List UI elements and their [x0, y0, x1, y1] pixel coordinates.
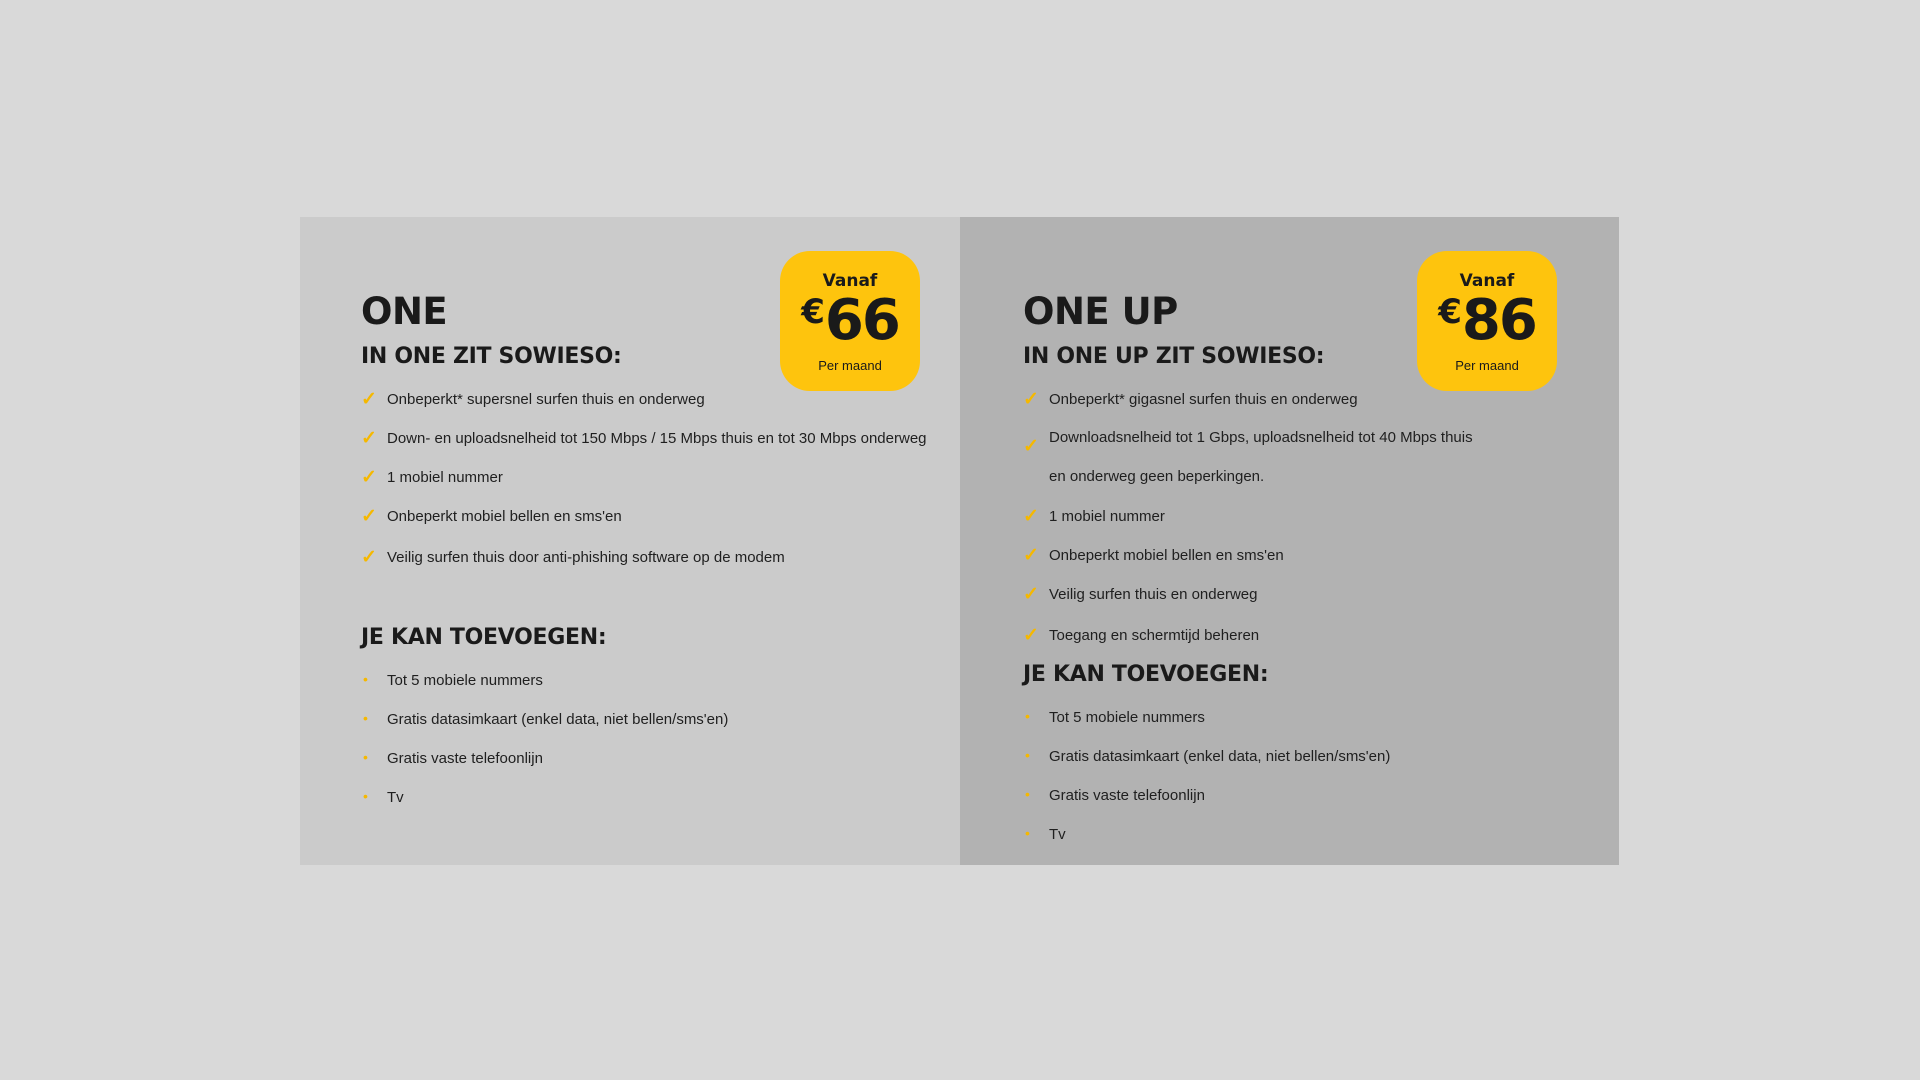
- bullet-icon: •: [363, 749, 368, 765]
- included-item-text: Onbeperkt mobiel bellen en sms'en: [387, 508, 622, 525]
- addon-item-text: Gratis vaste telefoonlijn: [387, 750, 543, 767]
- bullet-icon: •: [1025, 825, 1030, 841]
- addons-list: [1023, 709, 1390, 856]
- addon-item-text: Tv: [1049, 826, 1066, 843]
- included-item-text: Downloadsnelheid tot 1 Gbps, uploadsnelheid tot 40 Mbps thuis en onderweg geen beperkingen.: [1049, 429, 1473, 485]
- bullet-icon: •: [363, 788, 368, 804]
- included-item: [361, 430, 927, 469]
- addon-item-text: Tot 5 mobiele nummers: [387, 672, 543, 689]
- bullet-icon: •: [1025, 708, 1030, 724]
- price-badge: [1417, 251, 1557, 391]
- included-item: [1023, 586, 1489, 627]
- included-item: [361, 549, 927, 588]
- included-item-text: Veilig surfen thuis door anti-phishing software op de modem: [387, 549, 785, 566]
- included-item: [1023, 627, 1489, 657]
- checkmark-icon: ✓: [361, 428, 377, 449]
- plan-comparison: [300, 217, 1619, 865]
- checkmark-icon: ✓: [1023, 545, 1039, 566]
- included-item-text: 1 mobiel nummer: [1049, 508, 1165, 525]
- included-item-text: Onbeperkt* gigasnel surfen thuis en onderweg: [1049, 391, 1358, 408]
- included-item-text: Veilig surfen thuis en onderweg: [1049, 586, 1258, 603]
- addons-title: JE KAN TOEVOEGEN:: [361, 625, 607, 650]
- included-item: [1023, 418, 1489, 496]
- addon-item: [1023, 787, 1390, 826]
- addon-item: [1023, 748, 1390, 787]
- checkmark-icon: ✓: [361, 547, 377, 568]
- bullet-icon: •: [1025, 786, 1030, 802]
- bullet-icon: •: [363, 671, 368, 687]
- addon-item-text: Gratis vaste telefoonlijn: [1049, 787, 1205, 804]
- currency-symbol: €: [1438, 292, 1460, 332]
- addon-item: [361, 750, 728, 789]
- addon-item-text: Tot 5 mobiele nummers: [1049, 709, 1205, 726]
- price-period-label: Per maand: [1455, 358, 1519, 373]
- price-amount: [1417, 288, 1557, 353]
- addon-item-text: Gratis datasimkaart (enkel data, niet bellen/sms'en): [387, 711, 729, 728]
- included-list: [1023, 391, 1489, 657]
- included-item-text: Down- en uploadsnelheid tot 150 Mbps / 15 Mbps thuis en tot 30 Mbps onderweg: [387, 430, 927, 447]
- checkmark-icon: ✓: [1023, 436, 1039, 457]
- checkmark-icon: ✓: [361, 506, 377, 527]
- checkmark-icon: ✓: [361, 389, 377, 410]
- included-item: [361, 391, 927, 430]
- bullet-icon: •: [1025, 747, 1030, 763]
- checkmark-icon: ✓: [1023, 389, 1039, 410]
- included-item: [361, 508, 927, 549]
- included-item: [1023, 547, 1489, 586]
- addons-title: JE KAN TOEVOEGEN:: [1023, 662, 1269, 687]
- addon-item-text: Gratis datasimkaart (enkel data, niet bellen/sms'en): [1049, 748, 1391, 765]
- addon-item: [1023, 826, 1390, 856]
- included-title: IN ONE UP ZIT SOWIESO:: [1023, 344, 1325, 369]
- bullet-icon: •: [363, 710, 368, 726]
- price-period-label: Per maand: [818, 358, 882, 373]
- included-item-text: Toegang en schermtijd beheren: [1049, 627, 1260, 644]
- price-badge: [780, 251, 920, 391]
- addons-list: [361, 672, 728, 828]
- included-title: IN ONE ZIT SOWIESO:: [361, 344, 622, 369]
- included-item-text: Onbeperkt mobiel bellen en sms'en: [1049, 547, 1284, 564]
- addon-item: [1023, 709, 1390, 748]
- addon-item: [361, 672, 728, 711]
- checkmark-icon: ✓: [1023, 506, 1039, 527]
- plan-card-one-up: [960, 217, 1619, 865]
- included-item: [1023, 508, 1489, 547]
- included-item: [361, 469, 927, 508]
- currency-symbol: €: [801, 292, 823, 332]
- plan-title: ONE: [361, 290, 448, 333]
- addon-item: [361, 789, 728, 828]
- addon-item: [361, 711, 728, 750]
- checkmark-icon: ✓: [1023, 584, 1039, 605]
- price-amount: [780, 288, 920, 353]
- price-from-label: Vanaf: [822, 271, 878, 291]
- plan-card-one: [300, 217, 960, 865]
- included-item-text: Onbeperkt* supersnel surfen thuis en onderweg: [387, 391, 705, 408]
- checkmark-icon: ✓: [361, 467, 377, 488]
- included-item-text: 1 mobiel nummer: [387, 469, 503, 486]
- included-list: [361, 391, 927, 588]
- price-value: 86: [1461, 288, 1536, 353]
- price-value: 66: [824, 288, 899, 353]
- plan-title: ONE UP: [1023, 290, 1178, 333]
- addon-item-text: Tv: [387, 789, 404, 806]
- price-from-label: Vanaf: [1459, 271, 1515, 291]
- checkmark-icon: ✓: [1023, 625, 1039, 646]
